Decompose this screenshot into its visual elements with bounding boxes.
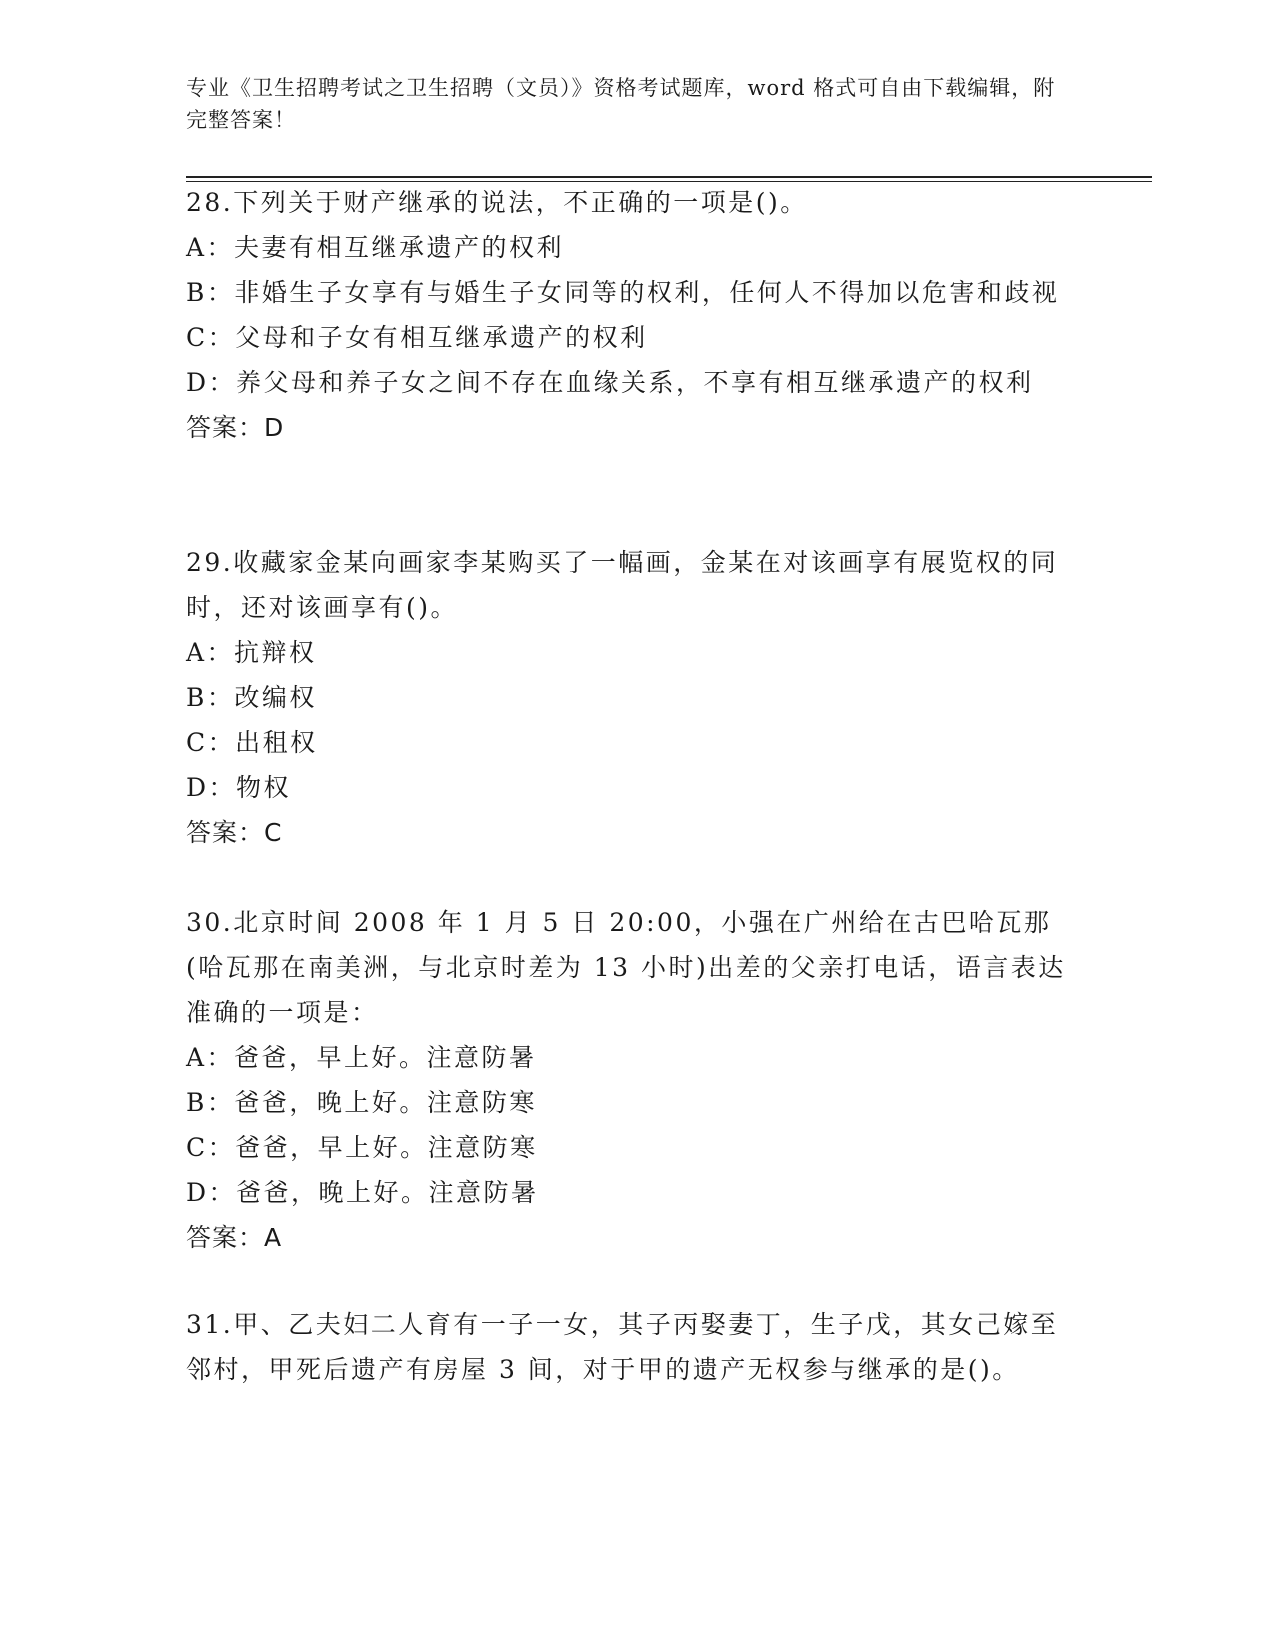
question-stem: 28.下列关于财产继承的说法，不正确的一项是()。 (186, 188, 808, 217)
option-d: D：养父母和养子女之间不存在血缘关系，不享有相互继承遗产的权利 (186, 368, 1034, 397)
option-a: A：爸爸，早上好。注意防暑 (186, 1043, 537, 1072)
question-stem: 30.北京时间 2008 年 1 月 5 日 20:00，小强在广州给在古巴哈瓦那(哈瓦那在南美洲，与北京时差为 13 小时)出差的父亲打电话，语言表达准确的一项是： (186, 908, 1066, 1027)
option-c: C：父母和子女有相互继承遗产的权利 (186, 323, 648, 352)
question-stem: 29.收藏家金某向画家李某购买了一幅画，金某在对该画享有展览权的同时，还对该画享有()。 (186, 548, 1059, 622)
option-a: A：夫妻有相互继承遗产的权利 (186, 233, 565, 262)
option-c: C：出租权 (186, 728, 318, 757)
answer-line: 答案：A (186, 1223, 283, 1252)
option-b: B：爸爸，晚上好。注意防寒 (186, 1088, 537, 1117)
option-d: D：物权 (186, 773, 292, 802)
question-stem: 31.甲、乙夫妇二人育有一子一女，其子丙娶妻丁，生子戊，其女己嫁至邻村，甲死后遗产有房屋 3 间，对于甲的遗产无权参与继承的是()。 (186, 1310, 1059, 1384)
question-29 (186, 540, 1066, 855)
question-28 (186, 180, 1066, 450)
option-c: C：爸爸，早上好。注意防寒 (186, 1133, 538, 1162)
option-b: B：改编权 (186, 683, 317, 712)
answer-line: 答案：D (186, 413, 285, 442)
question-30 (186, 900, 1066, 1260)
option-a: A：抗辩权 (186, 638, 317, 667)
header-rule-thick (186, 176, 1152, 178)
document-header: 专业《卫生招聘考试之卫生招聘（文员）》资格考试题库，word 格式可自由下载编辑，附完整答案！ (186, 76, 1056, 132)
answer-line: 答案：C (186, 818, 283, 847)
option-b: B：非婚生子女享有与婚生子女同等的权利，任何人不得加以危害和歧视 (186, 278, 1060, 307)
option-d: D：爸爸，晚上好。注意防暑 (186, 1178, 539, 1207)
question-31 (186, 1302, 1066, 1392)
